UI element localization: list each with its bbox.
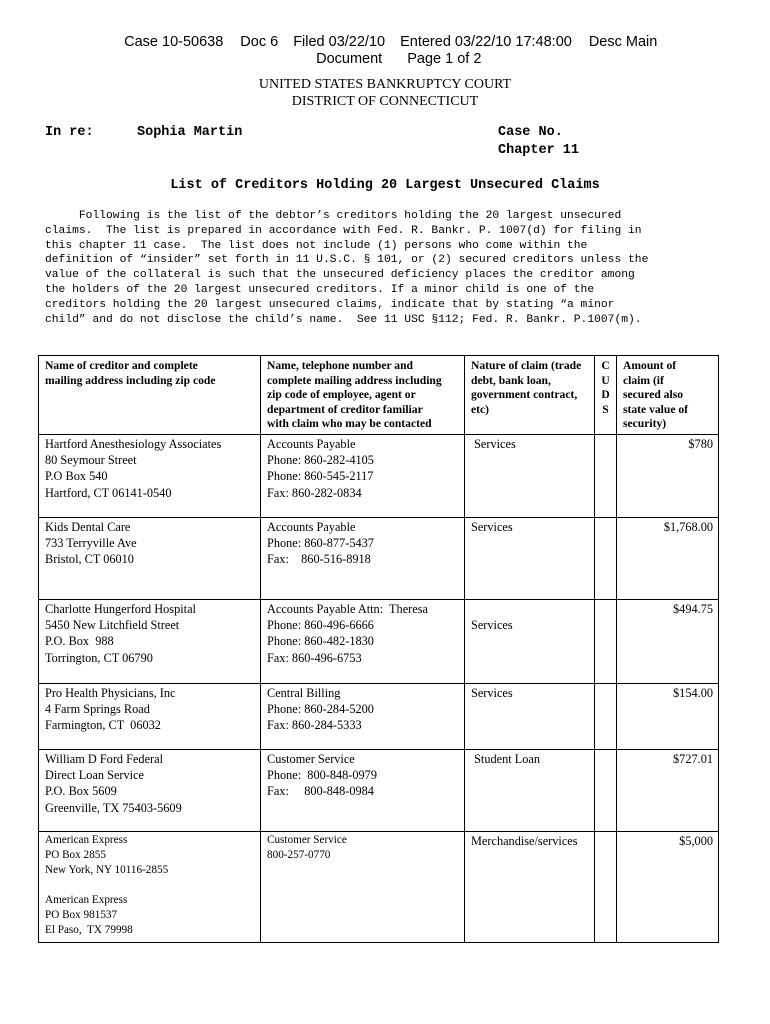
nature-cell: Student Loan — [465, 749, 595, 831]
amount-cell: $494.75 — [617, 599, 719, 683]
table-header-row — [39, 356, 719, 435]
intro-line: claims. The list is prepared in accordance with Fed. R. Bankr. P. 1007(d) for filing in — [45, 224, 642, 237]
intro-line: this chapter 11 case. The list does not include (1) persons who come within the — [45, 239, 588, 252]
nature-cell: Services — [465, 683, 595, 749]
contact-cell: Customer Service 800-257-0770 — [261, 831, 465, 942]
col-header-contact: Name, telephone number and complete mailing address including zip code of employee, agent or department of creditor familiar with claim who may be contacted — [261, 356, 465, 435]
nature-cell: Services — [465, 517, 595, 599]
contact-cell: Customer Service Phone: 800-848-0979 Fax: 800-848-0984 — [261, 749, 465, 831]
nature-cell: Services — [465, 599, 595, 683]
amount-cell: $154.00 — [617, 683, 719, 749]
cuds-cell — [595, 749, 617, 831]
table-row — [39, 434, 719, 517]
creditor-cell: Charlotte Hungerford Hospital 5450 New Litchfield Street P.O. Box 988 Torrington, CT 06790 — [39, 599, 261, 683]
cuds-cell — [595, 517, 617, 599]
cuds-cell — [595, 434, 617, 517]
intro-line: Following is the list of the debtor’s creditors holding the 20 largest unsecured — [45, 210, 622, 222]
document-label: Document — [316, 51, 383, 67]
col-header-creditor: Name of creditor and complete mailing address including zip code — [39, 356, 261, 435]
cuds-cell — [595, 599, 617, 683]
intro-line: definition of “insider” set forth in 11 U.S.C. § 101, or (2) secured creditors unless the — [45, 254, 649, 267]
court-name: UNITED STATES BANKRUPTCY COURT — [258, 77, 512, 92]
creditor-cell: Hartford Anesthesiology Associates 80 Seymour Street P.O Box 540 Hartford, CT 06141-0540 — [39, 434, 261, 517]
in-re-label: In re: — [45, 125, 94, 140]
amount-cell: $1,768.00 — [617, 517, 719, 599]
intro-line: the holders of the 20 largest unsecured creditors. If a minor child is one of the — [45, 283, 595, 296]
col-header-cuds: C U D S — [595, 356, 617, 435]
contact-cell: Accounts Payable Phone: 860-282-4105 Phone: 860-545-2117 Fax: 860-282-0834 — [261, 434, 465, 517]
amount-cell: $5,000 — [617, 831, 719, 942]
intro-line: value of the collateral is such that the unsecured deficiency places the creditor among — [45, 269, 635, 282]
court-district: DISTRICT OF CONNECTICUT — [291, 94, 479, 109]
cuds-cell — [595, 831, 617, 942]
table-row — [39, 831, 719, 942]
case-no-label: Case No. — [498, 125, 563, 140]
creditor-cell: American Express PO Box 2855 New York, NY 10116-2855 American Express PO Box 981537 El Paso, TX 79998 — [39, 831, 261, 942]
cuds-cell — [595, 683, 617, 749]
document-title: List of Creditors Holding 20 Largest Unsecured Claims — [170, 178, 600, 193]
nature-cell: Merchandise/services — [465, 831, 595, 942]
contact-cell: Accounts Payable Attn: Theresa Phone: 860-496-6666 Phone: 860-482-1830 Fax: 860-496-6753 — [261, 599, 465, 683]
nature-cell: Services — [465, 434, 595, 517]
debtor-name: Sophia Martin — [137, 125, 243, 140]
desc-main: Desc Main — [588, 34, 658, 50]
court-heading — [0, 76, 770, 110]
contact-cell: Accounts Payable Phone: 860-877-5437 Fax: 860-516-8918 — [261, 517, 465, 599]
table-row — [39, 683, 719, 749]
case-number: Case 10-50638 — [124, 34, 224, 50]
page-number: Page 1 of 2 — [407, 51, 482, 67]
entered-date: Entered 03/22/10 17:48:00 — [400, 34, 572, 50]
table-row — [39, 749, 719, 831]
intro-paragraph — [45, 209, 725, 327]
col-header-nature: Nature of claim (trade debt, bank loan, government contract, etc) — [465, 356, 595, 435]
amount-cell: $727.01 — [617, 749, 719, 831]
creditor-cell: Kids Dental Care 733 Terryville Ave Bristol, CT 06010 — [39, 517, 261, 599]
chapter-label: Chapter 11 — [498, 143, 580, 158]
filed-date: Filed 03/22/10 — [293, 34, 386, 50]
intro-line: creditors holding the 20 largest unsecured claims, indicate that by stating “a minor — [45, 298, 615, 311]
creditor-cell: Pro Health Physicians, Inc 4 Farm Springs Road Farmington, CT 06032 — [39, 683, 261, 749]
amount-cell: $780 — [617, 434, 719, 517]
table-row — [39, 517, 719, 599]
intro-line: child” and do not disclose the child’s name. See 11 USC §112; Fed. R. Bankr. P.1007(m). — [45, 313, 642, 326]
col-header-amount: Amount of claim (if secured also state value of security) — [617, 356, 719, 435]
creditors-table — [38, 355, 719, 943]
doc-number: Doc 6 — [240, 34, 279, 50]
creditor-cell: William D Ford Federal Direct Loan Service P.O. Box 5609 Greenville, TX 75403-5609 — [39, 749, 261, 831]
contact-cell: Central Billing Phone: 860-284-5200 Fax: 860-284-5333 — [261, 683, 465, 749]
table-row — [39, 599, 719, 683]
